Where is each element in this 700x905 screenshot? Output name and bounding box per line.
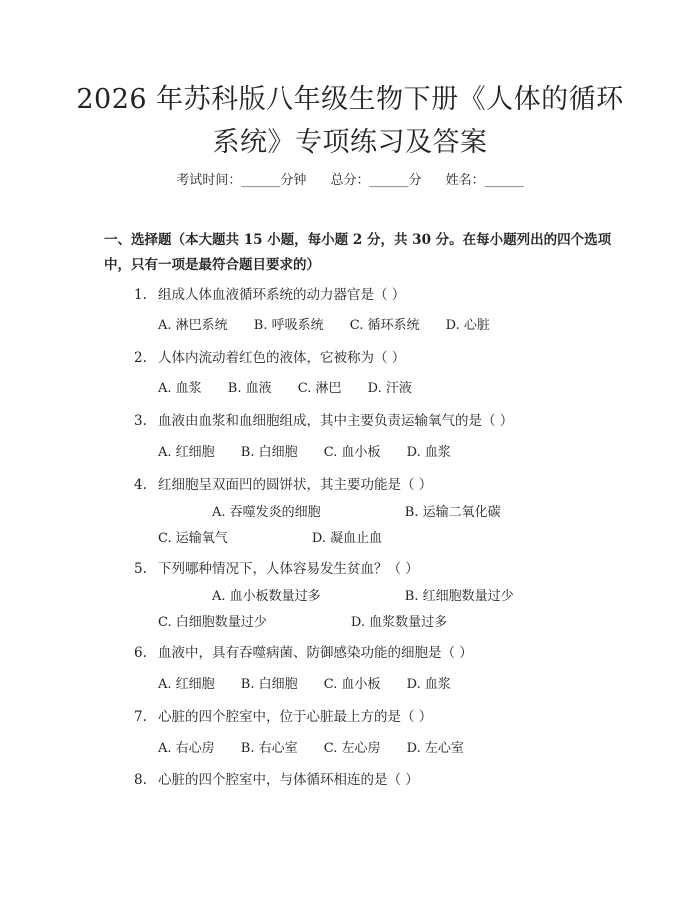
question	[134, 409, 513, 429]
question-number: 5.	[134, 561, 147, 577]
option: B. 血液	[227, 381, 272, 396]
question-text: 下列哪种情况下，人体容易发生贫血？（ ）	[158, 561, 419, 577]
student-name: 姓名：______	[445, 173, 524, 188]
option: B. 呼吸系统	[253, 318, 324, 333]
option: B. 白细胞	[240, 677, 298, 692]
question-options	[158, 377, 434, 396]
question-options	[158, 673, 473, 692]
question-number: 7.	[134, 709, 147, 725]
question	[134, 473, 432, 493]
option: C. 白细胞数量过少	[158, 615, 267, 630]
question-options	[158, 314, 512, 333]
option: C. 淋巴	[297, 381, 342, 396]
question-number: 6.	[134, 645, 147, 661]
question	[134, 641, 473, 661]
question-options	[104, 500, 604, 552]
question-text: 心脏的四个腔室中，与体循环相连的是（ ）	[158, 772, 419, 788]
total-score: 总分：______分	[330, 173, 422, 188]
option: B. 右心室	[240, 741, 298, 756]
question-options	[158, 441, 473, 460]
option: B. 红细胞数量过少	[404, 589, 514, 604]
option: A. 吞噬发炎的细胞	[212, 505, 321, 520]
exam-info-row	[0, 169, 700, 188]
question-text: 心脏的四个腔室中，位于心脏最上方的是（ ）	[158, 709, 433, 725]
question-text: 血液由血浆和血细胞组成，其中主要负责运输氧气的是（ ）	[158, 413, 514, 429]
question	[134, 768, 419, 788]
title-line-2: 系统》专项练习及答案	[212, 127, 488, 158]
option: A. 红细胞	[158, 445, 215, 460]
question	[134, 283, 405, 303]
question-number: 4.	[134, 477, 147, 493]
option: A. 红细胞	[158, 677, 215, 692]
question-number: 8.	[134, 772, 147, 788]
exam-time: 考试时间：______分钟	[176, 173, 307, 188]
option: C. 运输氧气	[158, 531, 228, 546]
title-line-1: 2026 年苏科版八年级生物下册《人体的循环	[76, 84, 624, 115]
question-text: 红细胞呈双面凹的圆饼状，其主要功能是（ ）	[158, 477, 433, 493]
option: D. 左心室	[406, 741, 464, 756]
option: A. 右心房	[158, 741, 215, 756]
question-number: 1.	[134, 287, 147, 303]
question	[134, 705, 432, 725]
question	[134, 557, 419, 577]
option: C. 血小板	[323, 677, 381, 692]
option: A. 血浆	[158, 381, 202, 396]
option: D. 血浆	[406, 677, 451, 692]
option: A. 血小板数量过多	[212, 589, 321, 604]
question-text: 组成人体血液循环系统的动力器官是（ ）	[158, 287, 406, 303]
option: C. 循环系统	[349, 318, 420, 333]
option: D. 血浆	[406, 445, 451, 460]
option: D. 心脏	[445, 318, 490, 333]
question-options	[158, 737, 486, 756]
option: D. 血浆数量过多	[350, 615, 448, 630]
question-options	[104, 584, 604, 636]
question	[134, 346, 405, 366]
option: C. 血小板	[323, 445, 381, 460]
document-title	[60, 78, 640, 164]
question-text: 血液中，具有吞噬病菌、防御感染功能的细胞是（ ）	[158, 645, 473, 661]
section-heading: 一、选择题（本大题共 15 小题，每小题 2 分，共 30 分。在每小题列出的四个选项中，只有一项是最符合题目要求的）	[104, 232, 612, 273]
option: B. 白细胞	[240, 445, 298, 460]
option: C. 左心房	[323, 741, 381, 756]
question-number: 3.	[134, 413, 147, 429]
question-text: 人体内流动着红色的液体，它被称为（ ）	[158, 350, 406, 366]
option: D. 汗液	[367, 381, 412, 396]
option: D. 凝血止血	[311, 531, 383, 546]
question-number: 2.	[134, 350, 147, 366]
option: B. 运输二氧化碳	[404, 505, 501, 520]
option: A. 淋巴系统	[158, 318, 228, 333]
